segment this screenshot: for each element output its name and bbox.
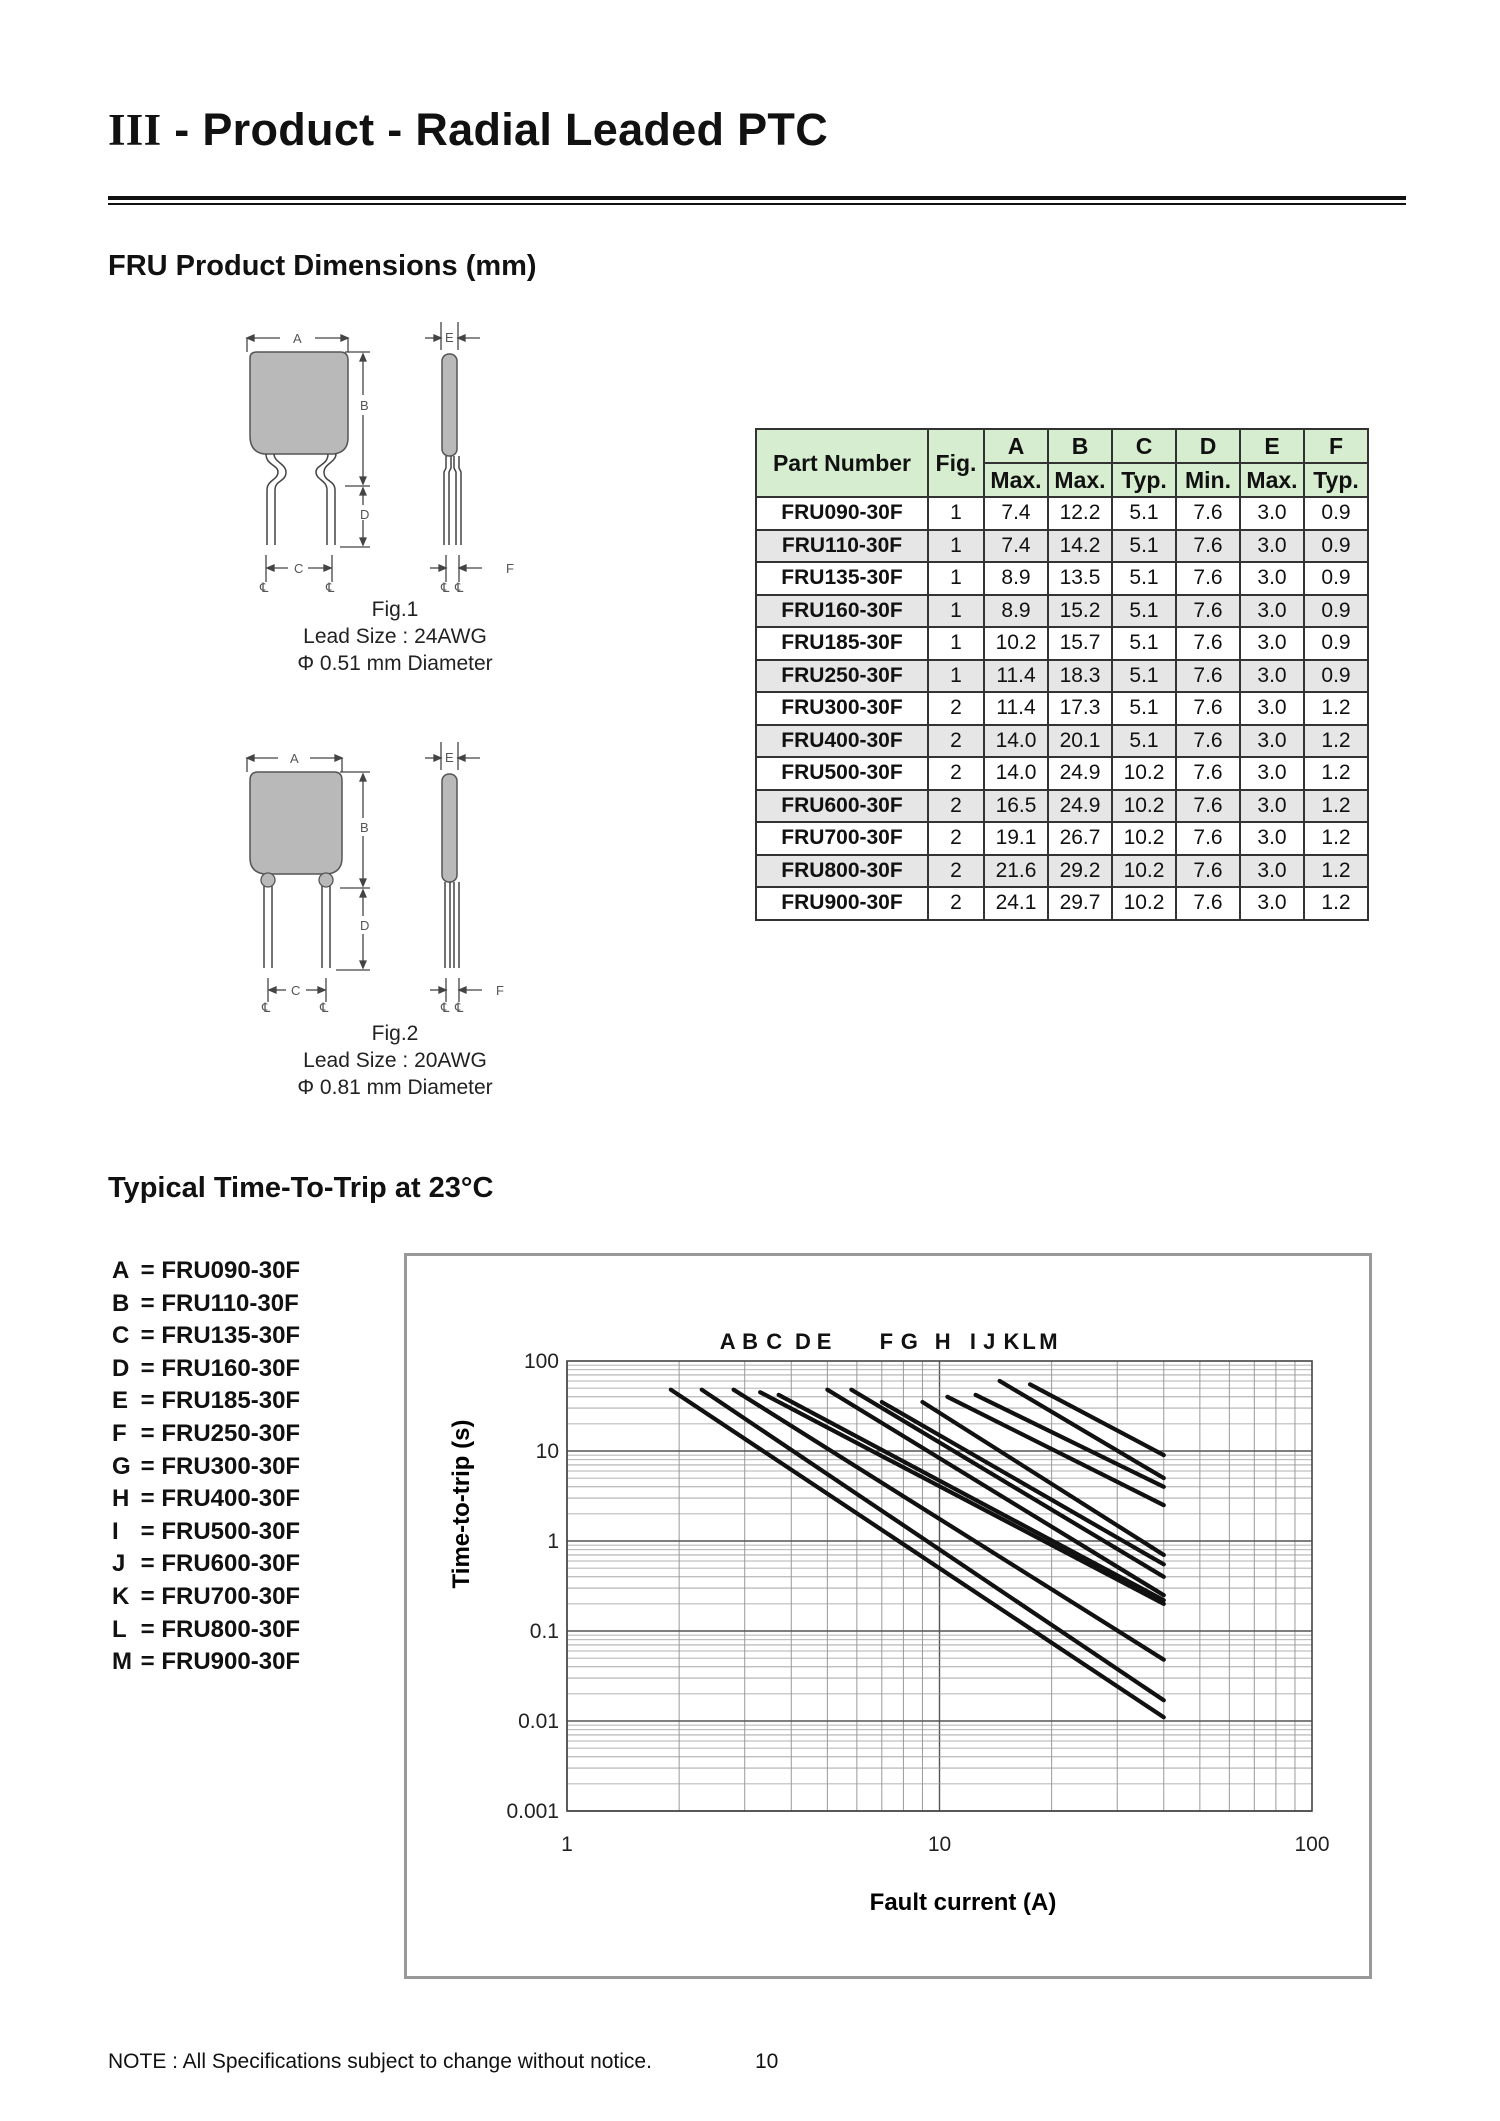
cell-c: 5.1 xyxy=(1112,497,1176,530)
cell-fig: 1 xyxy=(928,530,984,563)
cell-d: 7.6 xyxy=(1176,855,1240,888)
cell-c: 5.1 xyxy=(1112,530,1176,563)
title-roman-numeral: III xyxy=(108,105,162,155)
x-tick-label: 10 xyxy=(927,1833,952,1856)
cell-a: 14.0 xyxy=(984,757,1048,790)
legend-item: H = FRU400-30F xyxy=(112,1485,301,1513)
legend-item: G = FRU300-30F xyxy=(112,1452,301,1480)
cell-d: 7.6 xyxy=(1176,660,1240,693)
y-tick-label: 0.01 xyxy=(518,1710,559,1733)
table-row xyxy=(756,660,1368,693)
cell-fig: 2 xyxy=(928,757,984,790)
cell-f: 0.9 xyxy=(1304,627,1368,660)
cell-d: 7.6 xyxy=(1176,497,1240,530)
series-label-m: M xyxy=(1039,1329,1058,1354)
x-tick-label: 1 xyxy=(561,1833,573,1856)
series-label-h: H xyxy=(934,1329,951,1354)
table-row xyxy=(756,855,1368,888)
x-tick-label: 100 xyxy=(1294,1833,1330,1856)
legend-item: B = FRU110-30F xyxy=(112,1289,299,1317)
cell-b: 29.7 xyxy=(1048,887,1112,920)
fig1-centerline-icon: ℄ xyxy=(260,580,269,595)
cell-part-number: FRU900-30F xyxy=(756,887,928,920)
cell-f: 1.2 xyxy=(1304,725,1368,758)
page-number: 10 xyxy=(755,2050,779,2073)
fig2-centerline-icon: ℄ xyxy=(262,1000,271,1015)
cell-f: 1.2 xyxy=(1304,822,1368,855)
legend-item: F = FRU250-30F xyxy=(112,1419,301,1447)
col-header-f: F xyxy=(1304,429,1368,463)
col-header-c: C xyxy=(1112,429,1176,463)
cell-e: 3.0 xyxy=(1240,790,1304,823)
cell-part-number: FRU110-30F xyxy=(756,530,928,563)
y-tick-label: 10 xyxy=(535,1440,559,1463)
fig1-diameter: Φ 0.51 mm Diameter xyxy=(297,652,493,675)
trip-heading: Typical Time-To-Trip at 23°C xyxy=(108,1172,494,1204)
cell-c: 5.1 xyxy=(1112,627,1176,660)
table-header-row xyxy=(756,429,1368,463)
legend-item: I = FRU500-30F xyxy=(112,1517,301,1545)
series-label-f: F xyxy=(879,1329,894,1354)
cell-e: 3.0 xyxy=(1240,887,1304,920)
cell-f: 1.2 xyxy=(1304,887,1368,920)
cell-part-number: FRU300-30F xyxy=(756,692,928,725)
table-row xyxy=(756,627,1368,660)
cell-f: 1.2 xyxy=(1304,855,1368,888)
y-tick-label: 0.001 xyxy=(506,1800,559,1823)
cell-d: 7.6 xyxy=(1176,790,1240,823)
cell-e: 3.0 xyxy=(1240,725,1304,758)
cell-e: 3.0 xyxy=(1240,660,1304,693)
series-legend xyxy=(112,1255,300,1679)
cell-b: 14.2 xyxy=(1048,530,1112,563)
col-header-a: A xyxy=(984,429,1048,463)
col-qualifier-e: Max. xyxy=(1240,463,1304,497)
cell-a: 8.9 xyxy=(984,562,1048,595)
cell-b: 24.9 xyxy=(1048,790,1112,823)
cell-fig: 1 xyxy=(928,562,984,595)
cell-a: 19.1 xyxy=(984,822,1048,855)
cell-e: 3.0 xyxy=(1240,497,1304,530)
cell-b: 17.3 xyxy=(1048,692,1112,725)
series-label-d: D xyxy=(795,1329,811,1354)
cell-f: 1.2 xyxy=(1304,790,1368,823)
cell-a: 21.6 xyxy=(984,855,1048,888)
title-text: - Product - Radial Leaded PTC xyxy=(161,104,829,155)
fig1-lead-size: Lead Size : 24AWG xyxy=(303,625,487,648)
cell-fig: 1 xyxy=(928,595,984,628)
cell-f: 0.9 xyxy=(1304,660,1368,693)
fig2-dim-e-label: E xyxy=(445,750,454,765)
dimensions-heading: FRU Product Dimensions (mm) xyxy=(108,250,537,282)
cell-d: 7.6 xyxy=(1176,692,1240,725)
cell-d: 7.6 xyxy=(1176,562,1240,595)
series-label-b: B xyxy=(742,1329,758,1354)
cell-fig: 2 xyxy=(928,790,984,823)
cell-e: 3.0 xyxy=(1240,692,1304,725)
fig2-centerline-icon: ℄ xyxy=(320,1000,329,1015)
cell-fig: 2 xyxy=(928,725,984,758)
legend-item: A = FRU090-30F xyxy=(112,1257,301,1284)
table-row xyxy=(756,562,1368,595)
cell-f: 0.9 xyxy=(1304,497,1368,530)
cell-d: 7.6 xyxy=(1176,757,1240,790)
table-row xyxy=(756,790,1368,823)
series-label-j: J xyxy=(983,1329,996,1354)
fig2-caption: Fig.2 xyxy=(371,1022,419,1045)
fig2-lead-size: Lead Size : 20AWG xyxy=(303,1049,487,1072)
series-label-l: L xyxy=(1022,1329,1036,1354)
legend-item: M = FRU900-30F xyxy=(112,1648,301,1676)
cell-b: 15.7 xyxy=(1048,627,1112,660)
page-title xyxy=(108,104,828,156)
cell-b: 20.1 xyxy=(1048,725,1112,758)
col-header-b: B xyxy=(1048,429,1112,463)
cell-c: 5.1 xyxy=(1112,725,1176,758)
cell-c: 5.1 xyxy=(1112,562,1176,595)
cell-fig: 1 xyxy=(928,627,984,660)
cell-c: 10.2 xyxy=(1112,855,1176,888)
fig2-dim-f-label: F xyxy=(496,983,504,998)
cell-fig: 2 xyxy=(928,887,984,920)
fig1-dim-a-label: A xyxy=(293,331,302,346)
dimensions-table xyxy=(755,428,1369,921)
fig1-dim-b-label: B xyxy=(360,398,369,413)
cell-f: 0.9 xyxy=(1304,595,1368,628)
col-qualifier-a: Max. xyxy=(984,463,1048,497)
cell-b: 18.3 xyxy=(1048,660,1112,693)
time-to-trip-chart xyxy=(407,1256,1369,1976)
y-tick-label: 1 xyxy=(547,1530,559,1553)
y-tick-label: 100 xyxy=(523,1350,559,1373)
cell-f: 0.9 xyxy=(1304,562,1368,595)
title-rule-thick xyxy=(108,196,1406,200)
title-rule-thin xyxy=(108,203,1406,205)
footer-note: NOTE : All Specifications subject to change without notice. xyxy=(108,2050,652,2073)
cell-b: 29.2 xyxy=(1048,855,1112,888)
fig1-centerline-icon: ℄ xyxy=(455,580,464,595)
col-header-fig: Fig. xyxy=(928,429,984,497)
cell-c: 10.2 xyxy=(1112,822,1176,855)
cell-b: 12.2 xyxy=(1048,497,1112,530)
legend-item: E = FRU185-30F xyxy=(112,1387,301,1415)
legend-item: D = FRU160-30F xyxy=(112,1354,301,1382)
cell-e: 3.0 xyxy=(1240,855,1304,888)
cell-b: 26.7 xyxy=(1048,822,1112,855)
table-row xyxy=(756,497,1368,530)
cell-c: 5.1 xyxy=(1112,660,1176,693)
fig1-dim-c-label: C xyxy=(294,561,304,576)
series-label-a: A xyxy=(719,1329,736,1354)
cell-f: 1.2 xyxy=(1304,692,1368,725)
cell-part-number: FRU600-30F xyxy=(756,790,928,823)
series-line-m xyxy=(1030,1384,1164,1455)
col-qualifier-b: Max. xyxy=(1048,463,1112,497)
cell-e: 3.0 xyxy=(1240,822,1304,855)
legend-item: L = FRU800-30F xyxy=(112,1615,301,1643)
fig1-centerline-icon: ℄ xyxy=(441,580,450,595)
cell-a: 10.2 xyxy=(984,627,1048,660)
table-row xyxy=(756,725,1368,758)
table-row xyxy=(756,595,1368,628)
cell-b: 24.9 xyxy=(1048,757,1112,790)
cell-part-number: FRU700-30F xyxy=(756,822,928,855)
fig1-dim-f-label: F xyxy=(506,561,514,576)
col-qualifier-f: Typ. xyxy=(1304,463,1368,497)
cell-d: 7.6 xyxy=(1176,530,1240,563)
table-row xyxy=(756,757,1368,790)
col-qualifier-d: Min. xyxy=(1176,463,1240,497)
fig1-caption-block xyxy=(265,596,525,677)
col-header-part-number: Part Number xyxy=(756,429,928,497)
cell-fig: 2 xyxy=(928,855,984,888)
cell-c: 10.2 xyxy=(1112,790,1176,823)
fig2-diameter: Φ 0.81 mm Diameter xyxy=(297,1076,493,1099)
fig2-drawing xyxy=(230,740,530,1020)
cell-a: 7.4 xyxy=(984,530,1048,563)
series-line-c xyxy=(734,1390,1164,1660)
cell-a: 7.4 xyxy=(984,497,1048,530)
cell-d: 7.6 xyxy=(1176,822,1240,855)
fig2-dim-c-label: C xyxy=(291,983,301,998)
cell-a: 14.0 xyxy=(984,725,1048,758)
series-label-e: E xyxy=(816,1329,832,1354)
fig2-dim-d-label: D xyxy=(360,918,370,933)
cell-part-number: FRU160-30F xyxy=(756,595,928,628)
fig1-caption: Fig.1 xyxy=(371,598,419,621)
legend-item: C = FRU135-30F xyxy=(112,1322,301,1350)
cell-part-number: FRU185-30F xyxy=(756,627,928,660)
cell-c: 10.2 xyxy=(1112,757,1176,790)
col-header-e: E xyxy=(1240,429,1304,463)
cell-e: 3.0 xyxy=(1240,562,1304,595)
cell-d: 7.6 xyxy=(1176,887,1240,920)
cell-part-number: FRU135-30F xyxy=(756,562,928,595)
legend-item: K = FRU700-30F xyxy=(112,1582,301,1610)
fig1-dim-e-label: E xyxy=(445,330,454,345)
cell-d: 7.6 xyxy=(1176,725,1240,758)
cell-e: 3.0 xyxy=(1240,757,1304,790)
table-row xyxy=(756,530,1368,563)
cell-f: 1.2 xyxy=(1304,757,1368,790)
cell-c: 10.2 xyxy=(1112,887,1176,920)
cell-fig: 2 xyxy=(928,692,984,725)
fig1-dim-d-label: D xyxy=(360,507,370,522)
fig2-centerline-icon: ℄ xyxy=(455,1000,464,1015)
cell-b: 13.5 xyxy=(1048,562,1112,595)
cell-e: 3.0 xyxy=(1240,595,1304,628)
cell-a: 24.1 xyxy=(984,887,1048,920)
chart-frame xyxy=(404,1253,1372,1979)
chart-series-labels xyxy=(720,1329,1058,1354)
cell-b: 15.2 xyxy=(1048,595,1112,628)
cell-e: 3.0 xyxy=(1240,627,1304,660)
cell-d: 7.6 xyxy=(1176,595,1240,628)
cell-fig: 1 xyxy=(928,660,984,693)
chart-grid xyxy=(567,1361,1312,1811)
fig1-centerline-icon: ℄ xyxy=(326,580,335,595)
cell-e: 3.0 xyxy=(1240,530,1304,563)
chart-tick-labels xyxy=(506,1350,1329,1856)
table-row xyxy=(756,822,1368,855)
cell-a: 8.9 xyxy=(984,595,1048,628)
series-label-c: C xyxy=(766,1329,783,1354)
col-header-d: D xyxy=(1176,429,1240,463)
table-row xyxy=(756,887,1368,920)
x-axis-label: Fault current (A) xyxy=(869,1889,1057,1916)
cell-part-number: FRU400-30F xyxy=(756,725,928,758)
cell-part-number: FRU090-30F xyxy=(756,497,928,530)
cell-a: 11.4 xyxy=(984,660,1048,693)
cell-c: 5.1 xyxy=(1112,595,1176,628)
series-label-i: I xyxy=(969,1329,977,1354)
fig1-drawing xyxy=(230,320,530,600)
fig2-dim-a-label: A xyxy=(290,751,299,766)
fig2-caption-block xyxy=(265,1020,525,1101)
cell-c: 5.1 xyxy=(1112,692,1176,725)
cell-a: 16.5 xyxy=(984,790,1048,823)
table-row xyxy=(756,692,1368,725)
series-label-k: K xyxy=(1003,1329,1020,1354)
cell-fig: 1 xyxy=(928,497,984,530)
col-qualifier-c: Typ. xyxy=(1112,463,1176,497)
legend-item: J = FRU600-30F xyxy=(112,1550,301,1578)
cell-part-number: FRU800-30F xyxy=(756,855,928,888)
cell-f: 0.9 xyxy=(1304,530,1368,563)
fig2-centerline-icon: ℄ xyxy=(441,1000,450,1015)
cell-part-number: FRU250-30F xyxy=(756,660,928,693)
cell-a: 11.4 xyxy=(984,692,1048,725)
cell-d: 7.6 xyxy=(1176,627,1240,660)
cell-fig: 2 xyxy=(928,822,984,855)
series-label-g: G xyxy=(900,1329,918,1354)
y-tick-label: 0.1 xyxy=(529,1620,559,1643)
cell-part-number: FRU500-30F xyxy=(756,757,928,790)
fig2-dim-b-label: B xyxy=(360,820,369,835)
y-axis-label: Time-to-trip (s) xyxy=(448,1419,475,1589)
